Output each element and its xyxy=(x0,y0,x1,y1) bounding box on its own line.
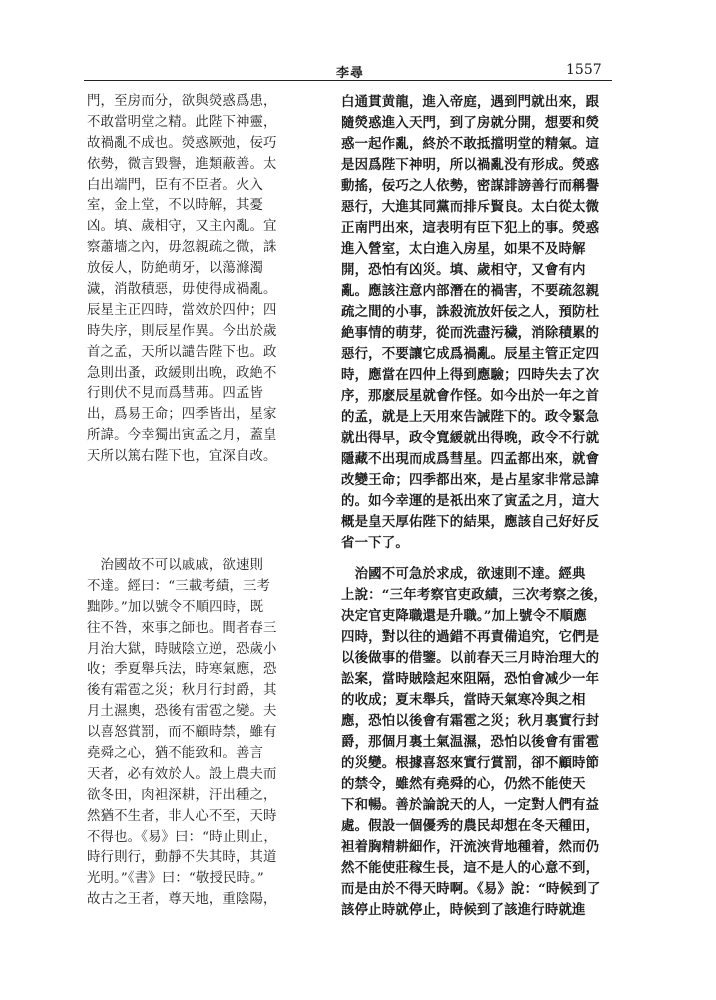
text-line: 然不能使莊稼生長，這不是人的心意不到， xyxy=(341,860,600,876)
text-line: 後有霜雹之災；秋月行封爵，其 xyxy=(87,683,277,699)
text-line: 故禍亂不成也。熒惑厥弛，佞巧 xyxy=(87,135,277,151)
running-header-name: 李尋 xyxy=(336,66,365,81)
text-line: 收；季夏舉兵法，時寒氣應，恐 xyxy=(87,662,277,678)
text-line: 應，恐怕以後會有霜雹之災；秋月裏實行封 xyxy=(341,713,600,729)
text-line: 往不咎，來事之師也。間者春三 xyxy=(87,620,277,636)
text-line: 所諱。今幸獨出寅孟之月，蓋皇 xyxy=(87,428,277,444)
text-line: 治國不可急於求成，欲速則不達。經典 xyxy=(341,566,586,582)
text-line: 光明。”《書》曰：“敬授民時。” xyxy=(87,871,264,887)
text-line: 依勢，微言毀譽，進類蔽善。太 xyxy=(87,156,277,172)
text-line: 治國故不可以戚戚，欲速則 xyxy=(87,558,264,573)
text-line: 急則出蚤，政緩則出晚，政絶不 xyxy=(87,365,277,381)
text-line: 月土濕奧，恐後有雷雹之變。夫 xyxy=(87,704,277,720)
text-line: 以喜怒賞罰，而不顧時禁，雖有 xyxy=(87,725,277,741)
page-number: 1557 xyxy=(566,62,602,78)
text-line: 不敢當明堂之精。此陛下神靈， xyxy=(87,114,277,130)
text-line: 省一下了。 xyxy=(341,535,409,551)
text-line: 辰星主正四時，當效於四仲；四 xyxy=(87,302,277,318)
text-line: 不得也。《易》曰：“時止則止， xyxy=(87,829,277,845)
text-line: 月治大獄，時賊陰立逆，恐歲小 xyxy=(87,641,277,657)
text-line: 濊，消散積惡，毋使得成禍亂。 xyxy=(87,282,277,298)
text-line: 的孟，就是上天用來告誡陛下的。政令緊急 xyxy=(341,409,600,425)
text-line: 天者，必有效於人。設上農夫而 xyxy=(87,766,277,782)
text-line: 的。如今幸運的是祇出來了寅孟之月，這大 xyxy=(341,493,600,509)
text-line: 改變王命；四季都出來，是占星家非常忌諱 xyxy=(341,472,600,488)
translation-text-top xyxy=(341,92,617,554)
text-line: 亂。應該注意内部潛在的禍害，不要疏忽親 xyxy=(341,283,600,299)
text-line: 正南門出來，這表明有臣下犯上的事。熒惑 xyxy=(341,220,600,236)
text-line: 以後做事的借鑒。以前春天三月時治理大的 xyxy=(341,650,600,666)
text-line: 下和暢。善於論說天的人，一定對人們有益 xyxy=(341,797,600,813)
text-line: 的禁令，雖然有堯舜的心，仍然不能使天 xyxy=(341,776,586,792)
text-line: 訟案，當時賊陰起來阻隔，恐怕會减少一年 xyxy=(341,671,600,687)
text-line: 故古之王者，尊天地，重陰陽， xyxy=(87,892,277,908)
text-line: 黜陟。”加以號令不順四時，既 xyxy=(87,599,264,615)
classical-text-bottom xyxy=(87,556,305,911)
text-line: 概是皇天厚佑陛下的結果，應該自己好好反 xyxy=(341,514,600,530)
text-line: 白出端門，臣有不臣者。火入 xyxy=(87,177,264,193)
text-line: 欲冬田，肉袒深耕，汗出種之， xyxy=(87,787,277,803)
text-line: 察蕭墻之內，毋忽親疏之微，誅 xyxy=(87,240,277,256)
text-line: 惑一起作亂，終於不敢抵擋明堂的精氣。這 xyxy=(341,136,600,152)
text-line: 袒着胸精耕細作，汗流浹背地種着，然而仍 xyxy=(341,839,600,855)
text-line: 而是由於不得天時啊。《易》說：“時候到了 xyxy=(341,881,601,897)
header-rule xyxy=(84,80,612,81)
text-line: 行則伏不見而爲彗茀。四孟皆 xyxy=(87,386,264,402)
text-line: 白通貫黄龍，進入帝庭，遇到門就出來，跟 xyxy=(341,94,600,110)
text-line: 决定官吏降職還是升職。”加上號令不順應 xyxy=(341,608,587,624)
text-line: 動搖，佞巧之人依勢，密謀誹謗善行而稱譽 xyxy=(341,178,600,194)
text-line: 就出得早，政令寬緩就出得晚，政令不行就 xyxy=(341,430,600,446)
text-line: 隱藏不出現而成爲彗星。四孟都出來，就會 xyxy=(341,451,600,467)
text-line: 絶事情的萌芽，從而洗盡污穢，消除積累的 xyxy=(341,325,600,341)
text-line: 凶。填、歲相守，又主內亂。宜 xyxy=(87,219,277,235)
text-line: 首之孟，天所以譴告陛下也。政 xyxy=(87,344,277,360)
classical-text-top xyxy=(87,92,305,468)
text-line: 出，爲易王命；四季皆出，星家 xyxy=(87,407,277,423)
text-line: 天所以篤右陛下也，宜深自改。 xyxy=(87,449,277,465)
text-line: 序，那麽辰星就會作怪。如今出於一年之首 xyxy=(341,388,600,404)
text-line: 爵，那個月裏土氣温濕，恐怕以後會有雷雹 xyxy=(341,734,600,750)
text-line: 的災變。根據喜怒來實行賞罰，卻不顧時節 xyxy=(341,755,600,771)
text-line: 上說：“三年考察官吏政績，三次考察之後， xyxy=(341,587,608,603)
text-line: 不達。經曰：“三載考績，三考 xyxy=(87,578,271,594)
text-line: 的收成；夏末舉兵，當時天氣寒冷與之相 xyxy=(341,692,586,708)
text-line: 時失序，則辰星作異。今出於歲 xyxy=(87,323,277,339)
text-line: 堯舜之心，猶不能致和。善言 xyxy=(87,746,264,762)
text-line: 惡行，不要讓它成爲禍亂。辰星主管正定四 xyxy=(341,346,600,362)
text-line: 處。假設一個優秀的農民却想在冬天種田， xyxy=(341,818,600,834)
text-line: 時行則行，動靜不失其時，其道 xyxy=(87,850,277,866)
text-line: 隨熒惑進入天門，到了房就分開，想要和熒 xyxy=(341,115,600,131)
text-line: 門，至房而分，欲與熒惑爲患， xyxy=(87,94,277,109)
text-line: 是因爲陛下神明，所以禍亂没有形成。熒惑 xyxy=(341,157,600,173)
text-line: 疏之間的小事，誅殺流放奸佞之人，預防杜 xyxy=(341,304,600,320)
text-line: 進入營室，太白進入房星，如果不及時解 xyxy=(341,241,586,257)
text-line: 該停止時就停止，時候到了該進行時就進 xyxy=(341,902,586,918)
text-line: 室，金上堂，不以時解，其憂 xyxy=(87,198,264,214)
text-line: 放佞人，防絶萌牙，以蕩滌濁 xyxy=(87,261,264,277)
text-line: 時，應當在四仲上得到應驗；四時失去了次 xyxy=(341,367,600,383)
text-line: 然猶不生者，非人心不至，天時 xyxy=(87,808,277,824)
text-line: 惡行，大進其同黨而排斥賢良。太白從太微 xyxy=(341,199,600,215)
translation-text-bottom xyxy=(341,564,617,921)
text-line: 開，恐怕有凶災。填、歲相守，又會有内 xyxy=(341,262,586,278)
text-line: 四時，對以往的過錯不再責備追究，它們是 xyxy=(341,629,600,645)
